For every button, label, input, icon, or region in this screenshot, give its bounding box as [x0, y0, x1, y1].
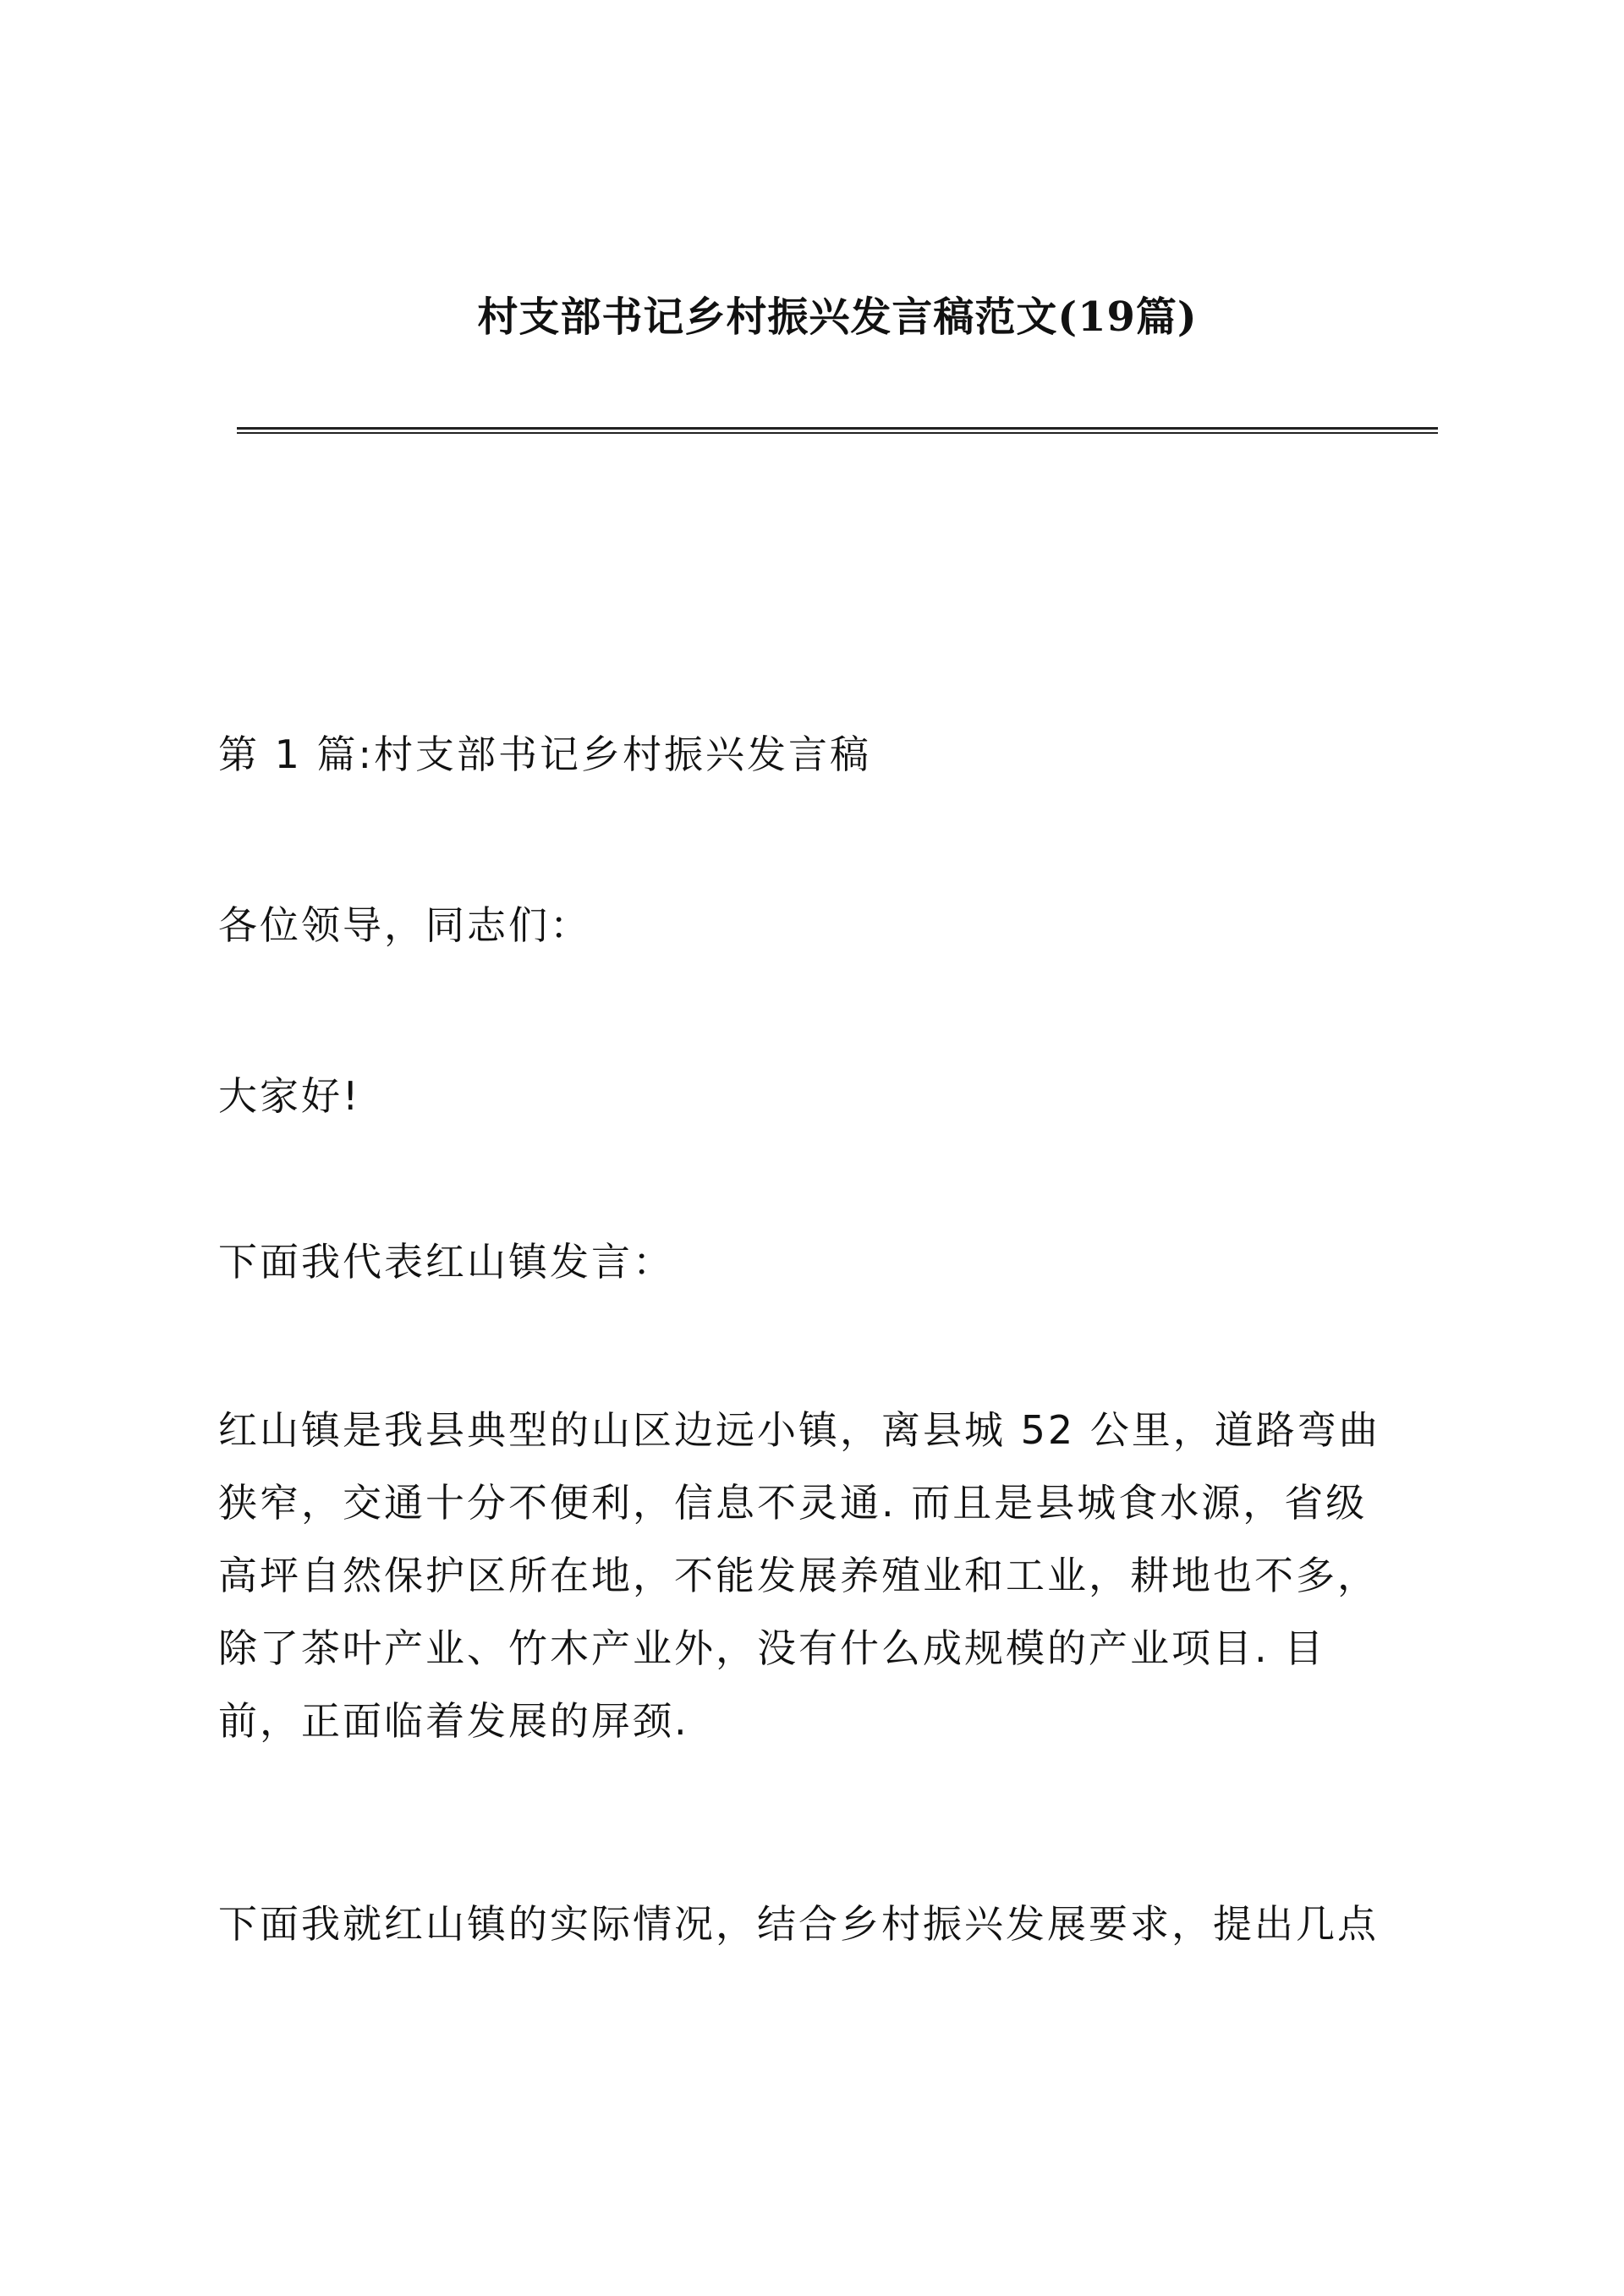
greeting-text: 大家好!: [218, 1073, 361, 1119]
title-rule-gap: [237, 430, 1438, 432]
paragraph-2-line: 下面我就红山镇的实际情况，结合乡村振兴发展要求，提出几点: [218, 1901, 1379, 1947]
section-heading: 第 1 篇:村支部书记乡村振兴发言稿: [218, 732, 872, 777]
salutation-text: 各位领导，同志们：: [218, 902, 591, 948]
paragraph-1: [218, 1394, 1445, 1757]
paragraph-1-line: 红山镇是我县典型的山区边远小镇，离县城 52 公里，道路弯曲: [218, 1407, 1380, 1453]
paragraph-1-line: 高坪自然保护区所在地，不能发展养殖业和工业，耕地也不多，: [218, 1553, 1379, 1598]
document-title: 村支部书记乡村振兴发言稿范文(19篇): [477, 293, 1198, 341]
paragraph-2: [218, 1888, 1445, 1960]
paragraph-1-line: 前，正面临着发展的屏颈.: [218, 1698, 689, 1744]
paragraph-1-line: 除了茶叶产业、竹木产业外，没有什么成规模的产业项目. 目: [218, 1625, 1326, 1671]
paragraph-1-line: 狭窄，交通十分不便利，信息不灵通. 而且是县城食水源，省级: [218, 1480, 1368, 1526]
intro-text: 下面我代表红山镇发言：: [218, 1239, 674, 1285]
